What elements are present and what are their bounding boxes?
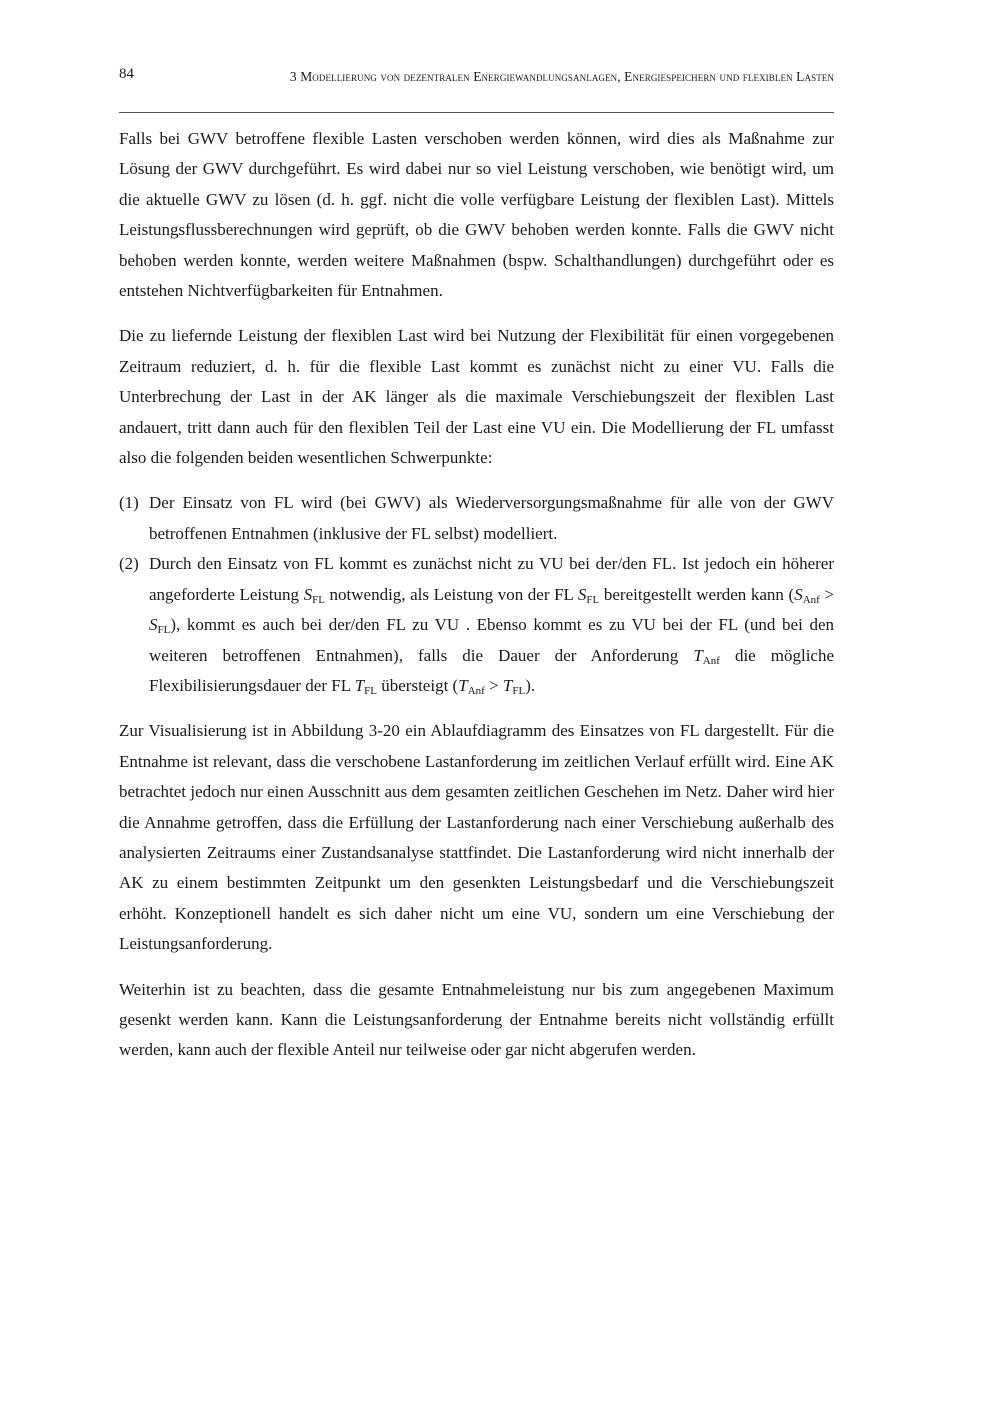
numbered-list [119, 488, 834, 701]
paragraph-4: Weiterhin ist zu beachten, dass die gesamte Entnahmeleistung nur bis zum angegebenen Maximum gesenkt werden kann. Kann die Leistungsanforderung der Entnahme bereits nicht vollständig erfüllt werden, kann auch der flexible Anteil nur teilweise oder gar nicht abgerufen werden. [119, 979, 834, 1060]
paragraph-1: Falls bei GWV betroffene flexible Lasten verschoben werden können, wird dies als Maßnahme zur Lösung der GWV durchgeführt. Es wird dabei nur so viel Leistung verschoben, wie benötigt wird, um die aktuelle GWV zu lösen (d. h. ggf. nicht die volle verfügbare Leistung der flexiblen Last). Mittels Leistungsflussberechnungen wird geprüft, ob die GWV behoben werden konnte. Falls die GWV nicht behoben werden konnte, werden weitere Maßnahmen (bspw. Schalthandlungen) durchgeführt oder es entstehen Nichtverfügbarkeiten für Entnahmen. [119, 129, 834, 301]
list-item [119, 488, 834, 549]
running-header [119, 0, 834, 113]
chapter-title: 3 Modellierung von dezentralen Energiewandlungsanlagen, Energiespeichern und flexiblen Lasten [289, 69, 834, 84]
page [119, 0, 835, 1060]
symbol-t-fl: $T_{FL}$ [354, 675, 378, 697]
list-text-segment: > [819, 584, 834, 604]
list-text-segment: ). [525, 675, 536, 695]
paragraph-3: Zur Visualisierung ist in Abbildung 3-20 ein Ablaufdiagramm des Einsatzes von FL dargestellt. Für die Entnahme ist relevant, dass die verschobene Lastanforderung im zeitlichen Verlauf erfüllt wird. Eine AK betrachtet jedoch nur einen Ausschnitt aus dem gesamten zeitlichen Geschehen im Netz. Daher wird hier die Annahme getroffen, dass die Erfüllung der Lastanforderung nach einer Verschiebung außerhalb des analysierten Zeitraums einer Zustandsanalyse stattfindet. Die Lastanforderung wird nicht innerhalb der AK zu einem bestimmten Zeitpunkt um den gesenkten Leistungsbedarf und die Verschiebungszeit erhöht. Konzeptionell handelt es sich daher nicht um eine VU, sondern um eine Verschiebung der Leistungsanforderung. [119, 721, 834, 954]
symbol-t-anf: $T_{Anf}$ [693, 645, 720, 667]
list-number: (1) [119, 493, 139, 513]
list-text-segment: > [484, 675, 503, 695]
symbol-s-anf: $S_{Anf}$ [794, 584, 820, 606]
list-text-segment: übersteigt ( [377, 675, 459, 695]
symbol-t-fl: $T_{FL}$ [502, 675, 526, 697]
list-text-segment: notwendig, als Leistung von der FL [324, 584, 578, 604]
page-number: 84 [119, 66, 134, 82]
symbol-s-fl: $S_{FL}$ [577, 584, 600, 606]
paragraph-2: Die zu liefernde Leistung der flexiblen Last wird bei Nutzung der Flexibilität für einen vorgegebenen Zeitraum reduziert, d. h. für die flexible Last kommt es zunächst nicht zu einer VU. Falls die Unterbrechung der Last in der AK länger als die maximale Verschiebungszeit der flexiblen Last andauert, tritt dann auch für den flexiblen Teil der Last eine VU ein. Die Modellierung der FL umfasst also die folgenden beiden wesentlichen Schwerpunkte: [119, 326, 834, 468]
page-body [119, 124, 834, 1066]
list-text-segment: die mögliche Flexibilisierungsdauer der FL [149, 645, 835, 695]
list-text-segment: bereitgestellt werden kann ( [599, 584, 795, 604]
symbol-s-fl: $S_{FL}$ [303, 584, 325, 606]
list-text-segment: ), kommt es auch bei der/den FL zu VU . Ebenso kommt es zu VU bei der FL (und bei den weiteren betroffenen Entnahmen), falls die Dauer der Anforderung [149, 615, 834, 665]
symbol-s-fl: $S_{FL}$ [149, 615, 171, 637]
list-item-text: Der Einsatz von FL wird (bei GWV) als Wiederversorgungsmaßnahme für alle von der GWV betroffenen Entnahmen (inklusive der FL selbst) modelliert. [149, 493, 834, 543]
list-text-segment: Durch den Einsatz von FL kommt es zunächst nicht zu VU bei der/den FL. Ist jedoch ein höherer angeforderte Leistung [149, 554, 834, 604]
symbol-t-anf: $T_{Anf}$ [458, 675, 485, 697]
list-item [119, 549, 834, 701]
list-number: (2) [119, 554, 139, 574]
